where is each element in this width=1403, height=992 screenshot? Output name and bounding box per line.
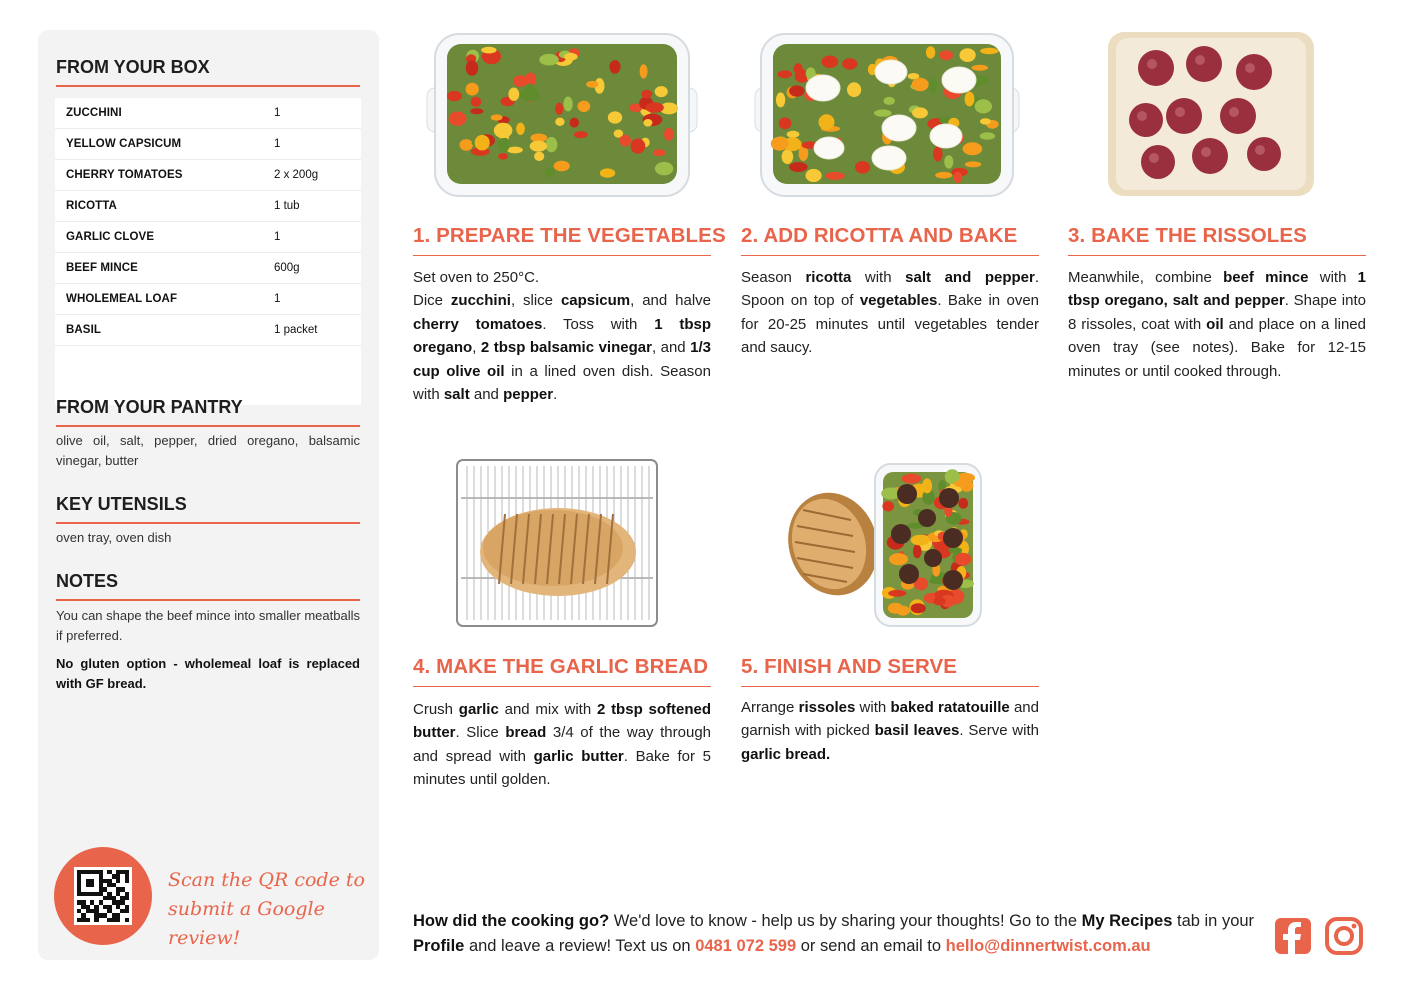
step-text: . Bake in oven for 20-25 minutes until vegetables tender and saucy. xyxy=(741,292,1040,357)
pantry-text: olive oil, salt, pepper, dried oregano, balsamic vinegar, butter xyxy=(56,433,360,468)
ingredient-name: BEEF MINCE xyxy=(66,262,138,274)
sidebar-panel xyxy=(38,30,379,960)
ingredient-highlight: beef mince xyxy=(1223,269,1309,286)
footer-text-1: We'd love to know - help us by sharing your thoughts! Go to the xyxy=(609,912,1082,930)
ingredient-qty: 1 xyxy=(274,138,281,150)
step-text: Meanwhile, combine xyxy=(1068,269,1224,286)
ingredient-highlight: 2 tbsp balsamic vinegar xyxy=(480,339,652,357)
step-text: and xyxy=(469,386,504,404)
roasting-dish-ricotta-image xyxy=(741,30,1039,200)
qr-caption-line1: Scan the QR code to xyxy=(168,869,365,891)
ingredient-qty: 1 xyxy=(274,107,281,119)
ingredient-highlight: salt xyxy=(443,386,470,404)
step-text: . Serve with xyxy=(959,722,1039,740)
serving-dish-with-bread-image xyxy=(741,458,1039,630)
sliced-loaf-on-rack-image xyxy=(413,458,711,630)
facebook-icon[interactable] xyxy=(1274,917,1312,955)
step-text: with xyxy=(1308,269,1358,286)
ingredient-qty: 600g xyxy=(274,262,300,274)
step-text: . xyxy=(553,386,558,404)
step-text: Set oven to 250°C. xyxy=(413,269,540,286)
step-text: Season xyxy=(741,269,806,286)
my-recipes-link[interactable]: My Recipes xyxy=(1081,912,1173,930)
step-1-body xyxy=(413,266,711,406)
table-row xyxy=(55,284,361,315)
step-text: , slice xyxy=(510,292,561,310)
ingredient-name: GARLIC CLOVE xyxy=(66,231,155,243)
ingredient-qty: 2 x 200g xyxy=(274,169,319,181)
step-text: . Slice xyxy=(455,724,506,742)
step-4-title: 4. MAKE THE GARLIC BREAD xyxy=(413,655,711,687)
step-text: , and halve xyxy=(630,292,712,310)
table-row xyxy=(55,315,361,346)
ingredient-name: YELLOW CAPSICUM xyxy=(66,138,182,150)
footer-text-3: and leave a review! Text us on xyxy=(464,937,696,955)
step-text: Arrange xyxy=(741,699,799,716)
step-3-body xyxy=(1068,266,1366,383)
footer-question: How did the cooking go? xyxy=(413,912,610,930)
ingredient-highlight: capsicum xyxy=(560,292,631,310)
utensils-heading: KEY UTENSILS xyxy=(56,494,360,524)
step-text: Dice xyxy=(413,292,451,310)
ingredient-name: BASIL xyxy=(66,324,101,336)
step-4-body xyxy=(413,698,711,792)
step-text: with xyxy=(855,699,891,716)
step-text: . Bake for 5 minutes until golden. xyxy=(413,747,711,789)
utensils-text: oven tray, oven dish xyxy=(56,530,172,545)
ingredient-highlight: basil leaves xyxy=(874,722,960,740)
instagram-icon[interactable] xyxy=(1325,917,1363,955)
ingredient-qty: 1 xyxy=(274,293,281,305)
ingredient-highlight: 1 tbsp oregano xyxy=(413,315,711,357)
table-row xyxy=(55,98,361,129)
ingredient-qty: 1 tub xyxy=(274,200,300,212)
email-link[interactable]: hello@dinnertwist.com.au xyxy=(945,937,1151,955)
table-row xyxy=(55,191,361,222)
step-5-title: 5. FINISH AND SERVE xyxy=(741,655,1039,687)
step-3-title: 3. BAKE THE RISSOLES xyxy=(1068,224,1366,256)
step-2-body xyxy=(741,266,1039,360)
step-text: . Shape into 8 rissoles, coat with xyxy=(1068,292,1366,333)
step-text: , and xyxy=(651,339,691,357)
qr-caption xyxy=(168,866,368,953)
ingredient-highlight: 2 tbsp softened butter xyxy=(413,701,712,742)
roasting-dish-vegetables-image xyxy=(413,30,711,200)
feedback-footer xyxy=(413,909,1263,959)
ingredient-highlight: oil xyxy=(1206,315,1224,333)
step-text: and mix with xyxy=(498,701,597,718)
ingredient-name: ZUCCHINI xyxy=(66,107,122,119)
step-1-title: 1. PREPARE THE VEGETABLES xyxy=(413,224,711,256)
step-text: . Toss with xyxy=(542,315,655,333)
ingredient-highlight: 1 tbsp oregano, salt and pepper xyxy=(1068,269,1366,310)
ingredient-highlight: salt and pepper xyxy=(905,269,1035,286)
ingredient-name: WHOLEMEAL LOAF xyxy=(66,293,178,305)
ingredient-highlight: vegetables xyxy=(859,292,938,310)
ingredient-highlight: cherry tomatoes xyxy=(413,315,543,333)
phone-link[interactable]: 0481 072 599 xyxy=(695,937,797,955)
table-row xyxy=(55,160,361,191)
qr-code-badge[interactable] xyxy=(54,847,152,945)
step-2-title: 2. ADD RICOTTA AND BAKE xyxy=(741,224,1039,256)
step-text: in a lined oven dish. Season with xyxy=(413,362,711,404)
ingredient-highlight: zucchini xyxy=(450,292,511,310)
ingredient-qty: 1 xyxy=(274,231,281,243)
ingredient-highlight: garlic butter xyxy=(533,747,624,765)
pantry-heading: FROM YOUR PANTRY xyxy=(56,397,360,427)
ingredient-highlight: pepper xyxy=(503,386,554,404)
from-your-box-heading: FROM YOUR BOX xyxy=(56,57,360,87)
ingredient-highlight: bread xyxy=(505,724,547,742)
step-text: 3/4 of the way through and spread with xyxy=(413,724,712,765)
ingredient-highlight: ricotta xyxy=(805,269,852,286)
step-text: and place on a lined oven tray (see notes). Bake for 12-15 minutes or until cooked through. xyxy=(1068,315,1366,380)
ingredient-highlight: baked ratatouille xyxy=(890,699,1010,716)
ingredient-highlight: garlic bread. xyxy=(741,745,831,763)
ingredient-highlight: garlic xyxy=(458,701,499,718)
step-5-body xyxy=(741,696,1039,766)
qr-code[interactable] xyxy=(74,867,132,925)
ingredient-name: RICOTTA xyxy=(66,200,117,212)
qr-caption-line2: submit a Google review! xyxy=(168,898,325,949)
profile-link[interactable]: Profile xyxy=(413,937,465,955)
notes-text: You can shape the beef mince into smaller meatballs if preferred. xyxy=(56,608,360,643)
ingredient-highlight: 1/3 cup olive oil xyxy=(413,339,711,380)
ingredient-qty: 1 packet xyxy=(274,324,318,336)
step-text: , xyxy=(472,339,481,357)
notes-heading: NOTES xyxy=(56,571,360,601)
table-row xyxy=(55,253,361,284)
ingredients-table xyxy=(55,98,361,405)
oven-tray-rissoles-image xyxy=(1068,30,1366,200)
step-text: and garnish with picked xyxy=(741,699,1039,740)
step-text: Crush xyxy=(413,701,459,718)
gluten-note: No gluten option - wholemeal loaf is replaced with GF bread. xyxy=(56,656,360,691)
table-row xyxy=(55,222,361,253)
footer-text-4: or send an email to xyxy=(796,937,946,955)
step-text: . Spoon on top of xyxy=(741,269,1040,310)
ingredient-name: CHERRY TOMATOES xyxy=(66,169,183,181)
step-text: with xyxy=(851,269,906,286)
ingredient-highlight: rissoles xyxy=(798,699,856,716)
table-row xyxy=(55,129,361,160)
footer-text-2: tab in your xyxy=(1172,912,1255,930)
